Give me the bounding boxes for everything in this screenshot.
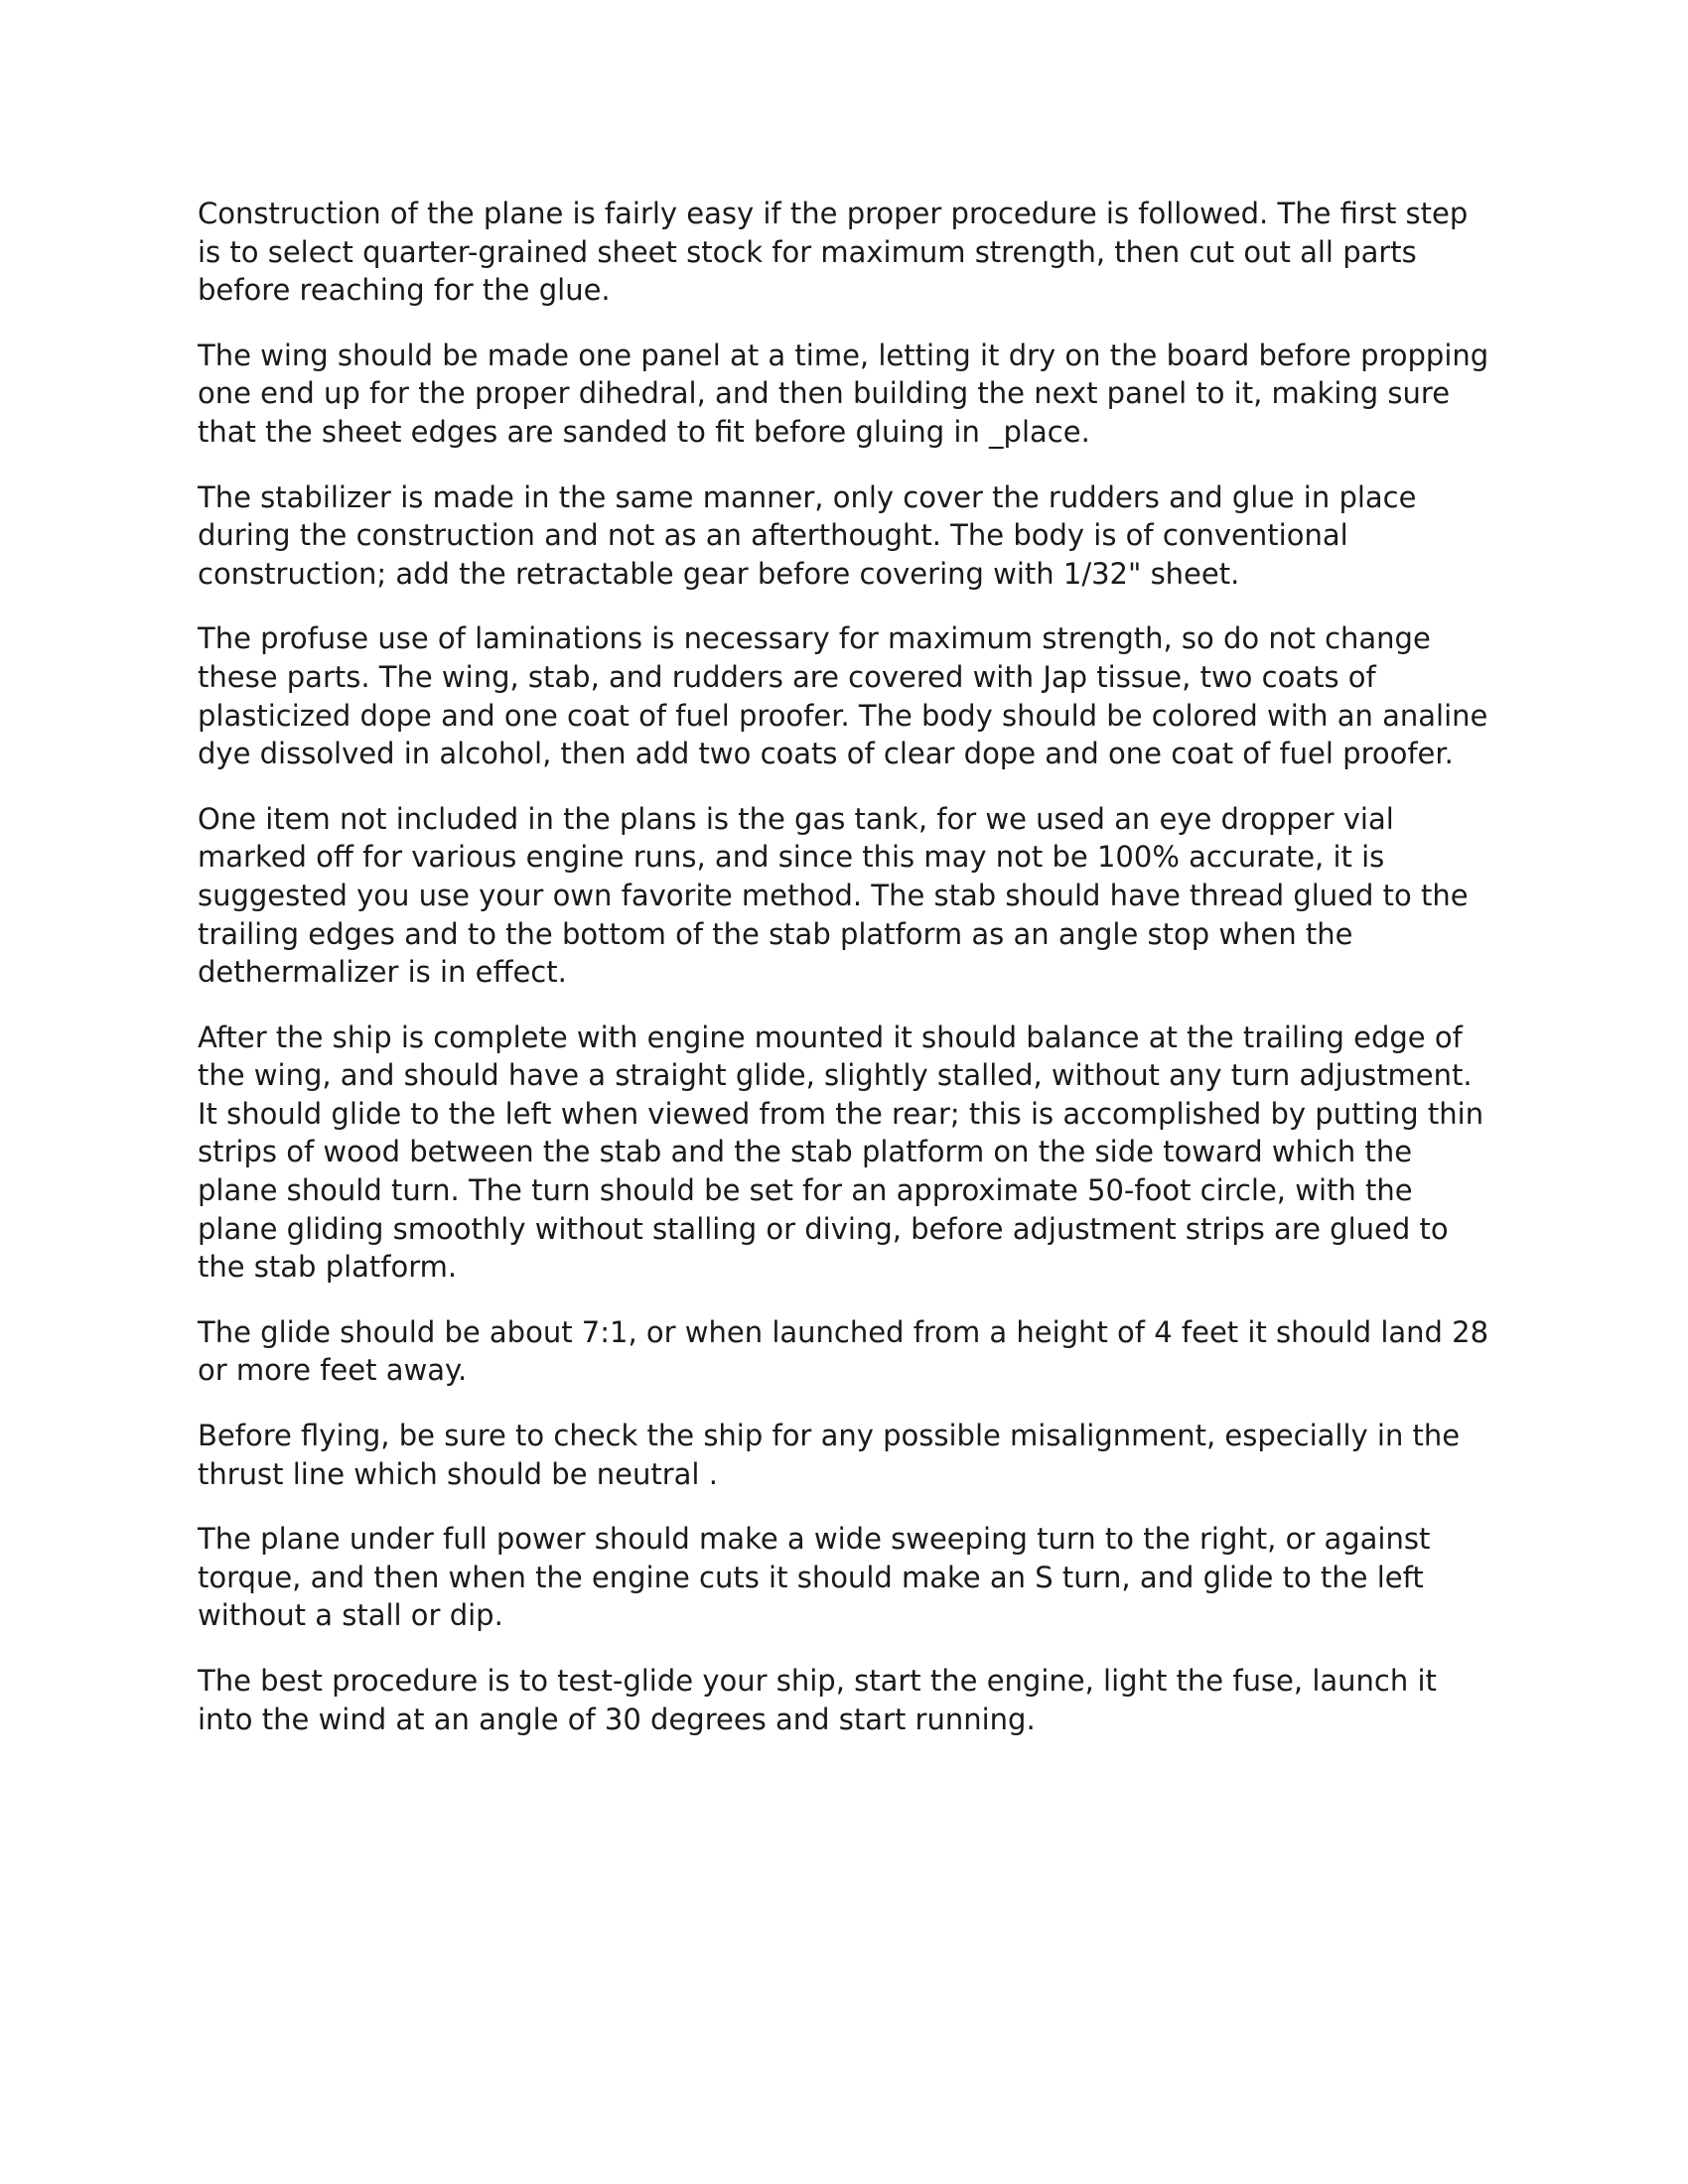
paragraph-full-power: The plane under full power should make a wide sweeping turn to the right, or against torque, and then when the engine cuts it should make an S turn, and glide to the left without a stall or dip. — [198, 1522, 1431, 1633]
body-text — [198, 195, 1498, 1765]
paragraph-glide: The glide should be about 7:1, or when launched from a height of 4 feet it should land 28 or more feet away. — [198, 1314, 1489, 1388]
paragraph-wing: The wing should be made one panel at a time, letting it dry on the board before propping one end up for the proper dihedral, and then building the next panel to it, making sure that the sheet edges are sanded to fit before gluing in _place. — [198, 338, 1489, 449]
paragraph-gas-tank: One item not included in the plans is the gas tank, for we used an eye dropper vial marked off for various engine runs, and since this may not be 100% accurate, it is suggested you use your own favorite method. The stab should have thread glued to the trailing edges and to the bottom of the stab platform as an angle stop when the dethermalizer is in effect. — [198, 801, 1469, 990]
paragraph-procedure: The best procedure is to test-glide your ship, start the engine, light the fuse, launch it into the wind at an angle of 30 degrees and start running. — [198, 1664, 1437, 1736]
paragraph-stabilizer: The stabilizer is made in the same manner, only cover the rudders and glue in place during the construction and not as an afterthought. The body is of conventional construction; add the retractable gear before covering with 1/32" sheet. — [198, 479, 1417, 591]
paragraph-laminations: The profuse use of laminations is necessary for maximum strength, so do not change these parts. The wing, stab, and rudders are covered with Jap tissue, two coats of plasticized dope and one coat of fuel proofer. The body should be colored with an analine dye dissolved in alcohol, then add two coats of clear dope and one coat of fuel proofer. — [198, 621, 1488, 771]
paragraph-misalignment: Before flying, be sure to check the ship for any possible misalignment, especially in the thrust line which should be neutral . — [198, 1419, 1461, 1491]
paragraph-balance: After the ship is complete with engine mounted it should balance at the trailing edge of the wing, and should have a straight glide, slightly stalled, without any turn adjustment. It should glide to the left when viewed from the rear; this is accomplished by putting thin strips of wood between the stab and the stab platform on the side toward which the plane should turn. The turn should be set for an approximate 50-foot circle, with the plane gliding smoothly without stalling or diving, before adjustment strips are glued to the stab platform. — [198, 1020, 1484, 1285]
paragraph-construction: Construction of the plane is fairly easy if the proper procedure is followed. The first step is to select quarter-grained sheet stock for maximum strength, then cut out all parts before reaching for the glue. — [198, 197, 1469, 308]
